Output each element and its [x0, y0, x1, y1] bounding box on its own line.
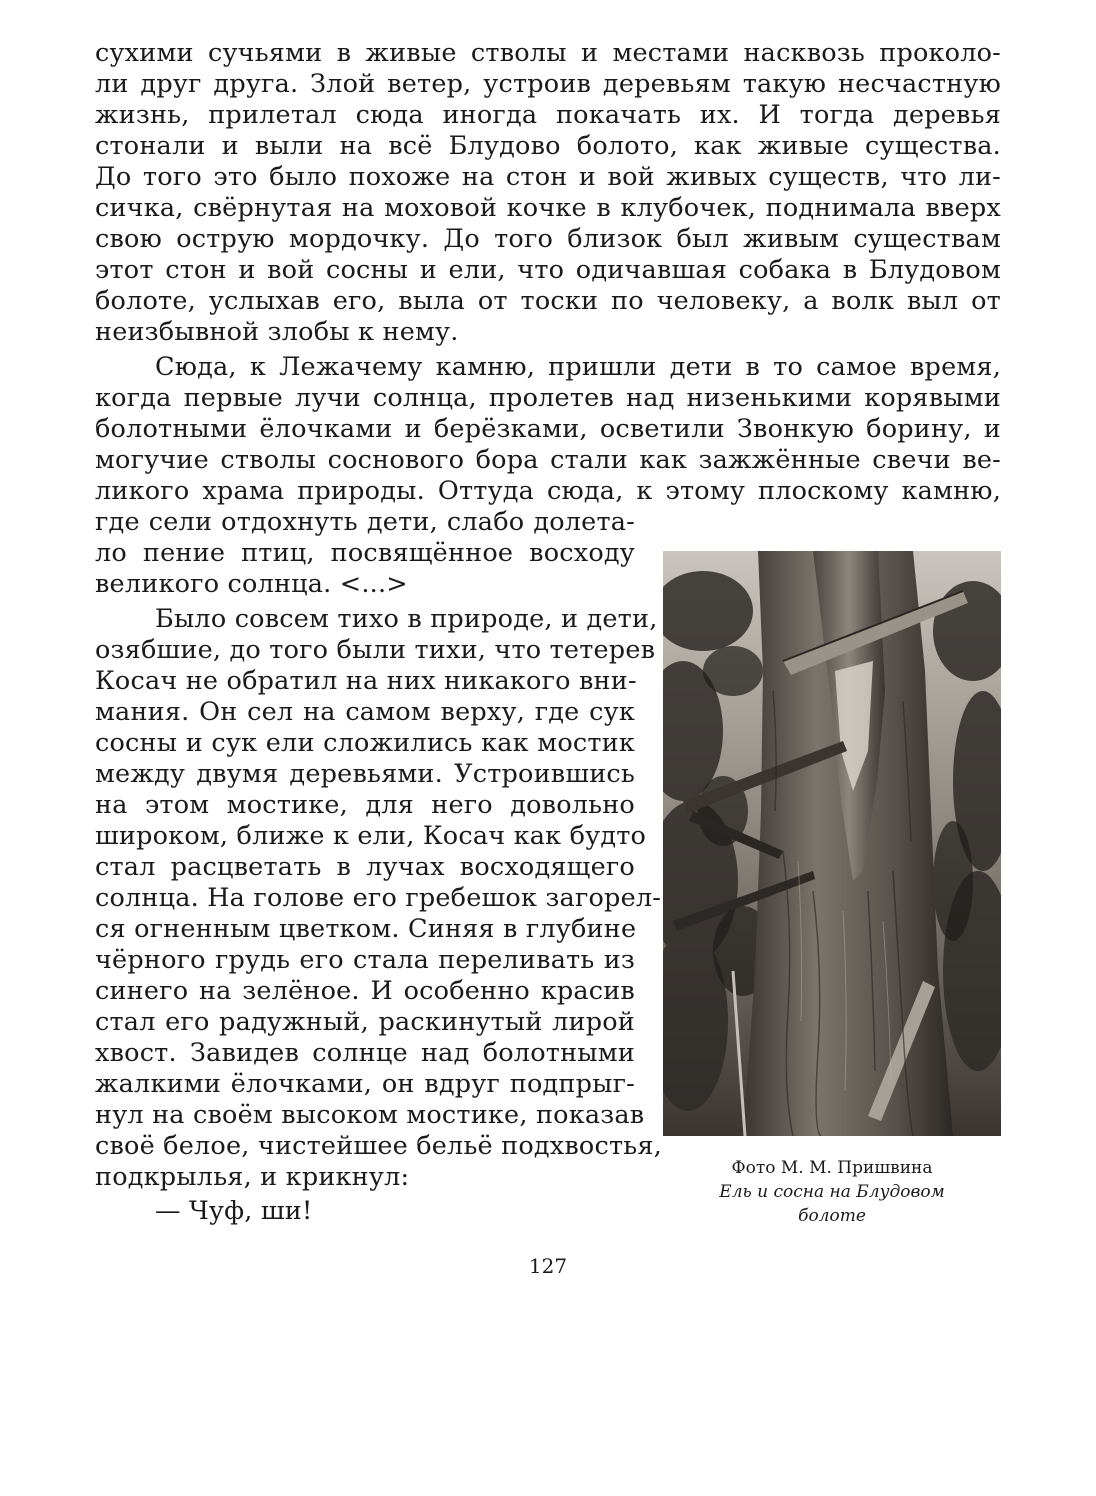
text-line: могучие стволы соснового бора стали как зажжённые свечи ве- [95, 445, 1001, 475]
text-line: ло пение птиц, посвящённое восходу [95, 538, 635, 568]
page-number: 127 [528, 1254, 568, 1278]
text-line: мания. Он сел на самом верху, где сук [95, 697, 635, 727]
tree-photograph [663, 551, 1001, 1136]
text-line: сосны и сук ели сложились как мостик [95, 728, 635, 758]
text-line: неизбывной злобы к нему. [95, 317, 459, 347]
text-line: между двумя деревьями. Устроившись [95, 759, 635, 789]
text-line: Было совсем тихо в природе, и дети, [155, 604, 658, 634]
photo-title: Ель и сосна на Блудовом [719, 1182, 945, 1202]
text-line: сухими сучьями в живые стволы и местами насквозь проколо- [95, 38, 1001, 68]
text-line: болоте, услыхав его, выла от тоски по человеку, а волк выл от [95, 286, 1001, 316]
text-line: когда первые лучи солнца, пролетев над низенькими корявыми [95, 383, 1001, 413]
text-line: ли друг друга. Злой ветер, устроив деревьям такую несчастную [95, 69, 1001, 99]
text-line: жалкими ёлочками, он вдруг подпрыг- [95, 1069, 635, 1099]
photo-credit: Фото М. М. Пришвина [731, 1158, 933, 1178]
text-line: стал расцветать в лучах восходящего [95, 852, 635, 882]
text-line: солнца. На голове его гребешок загорел- [95, 883, 662, 913]
text-line: своё белое, чистейшее бельё подхвостья, [95, 1131, 662, 1161]
text-line: болотными ёлочками и берёзками, осветили Звонкую борину, и [95, 414, 1001, 444]
text-line: где сели отдохнуть дети, слабо долета- [95, 507, 635, 537]
text-line: этот стон и вой сосны и ели, что одичавшая собака в Блудовом [95, 255, 1001, 285]
text-line: жизнь, прилетал сюда иногда покачать их. И тогда деревья [95, 100, 1001, 130]
text-line: на этом мостике, для него довольно [95, 790, 635, 820]
dialogue-line: — Чуф, ши! [155, 1196, 313, 1226]
text-line: Сюда, к Лежачему камню, пришли дети в то самое время, [155, 352, 1001, 382]
text-line: хвост. Завидев солнце над болотными [95, 1038, 635, 1068]
text-line: озябшие, до того были тихи, что тетерев [95, 635, 656, 665]
text-line: сичка, свёрнутая на моховой кочке в клубочек, поднимала вверх [95, 193, 1001, 223]
text-line: свою острую мордочку. До того близок был живым существам [95, 224, 1001, 254]
text-line: синего на зелёное. И особенно красив [95, 976, 635, 1006]
text-line: ликого храма природы. Оттуда сюда, к этому плоскому камню, [95, 476, 1001, 506]
text-line: стонали и выли на всё Блудово болото, как живые существа. [95, 131, 1001, 161]
text-line: великого солнца. <...> [95, 569, 408, 599]
text-line: До того это было похоже на стон и вой живых существ, что ли- [95, 162, 1001, 192]
text-line: стал его радужный, раскинутый лирой [95, 1007, 635, 1037]
text-line: Косач не обратил на них никакого вни- [95, 666, 637, 696]
text-line: нул на своём высоком мостике, показав [95, 1100, 645, 1130]
text-line: широком, ближе к ели, Косач как будто [95, 821, 647, 851]
text-line: подкрылья, и крикнул: [95, 1162, 410, 1192]
text-line: чёрного грудь его стала переливать из [95, 945, 635, 975]
photo-title-continued: болоте [798, 1206, 866, 1226]
text-line: ся огненным цветком. Синяя в глубине [95, 914, 637, 944]
photo-drawing [663, 551, 1001, 1136]
